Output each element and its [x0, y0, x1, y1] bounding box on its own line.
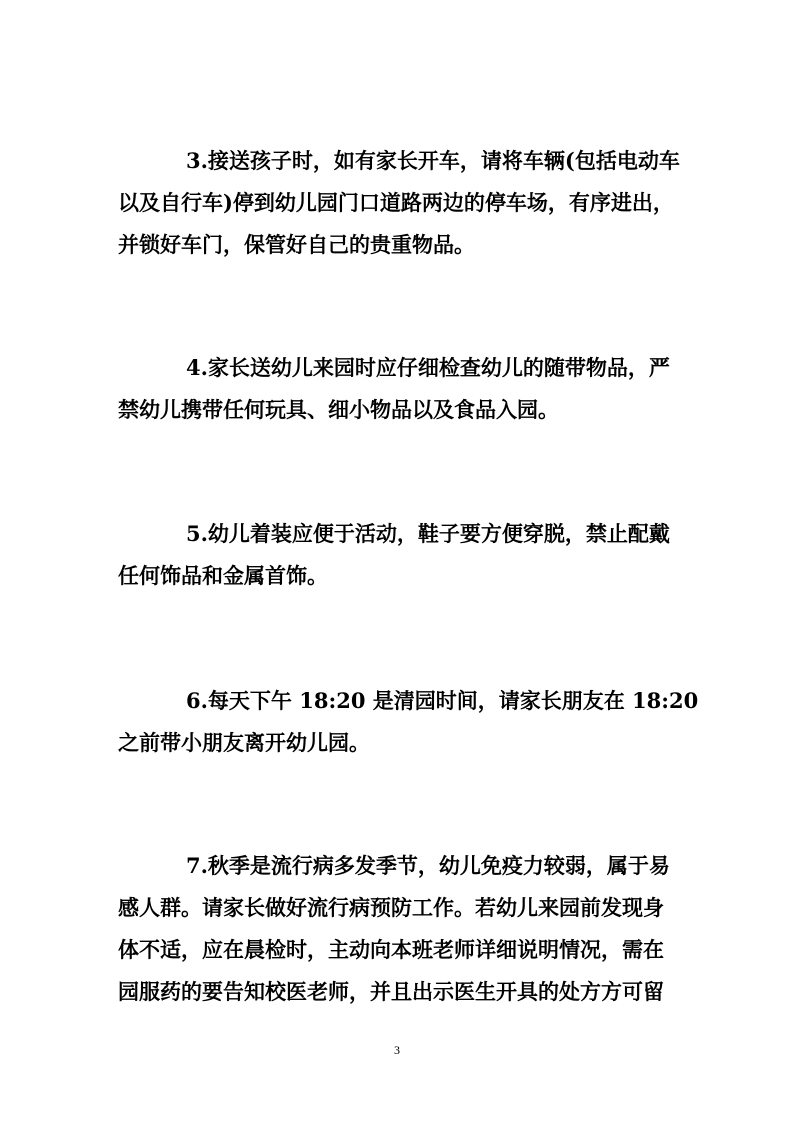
page-number: 3 [394, 1043, 400, 1057]
paragraph-item-5 [118, 513, 678, 597]
paragraph-line: 感人群。请家长做好流行病预防工作。若幼儿来园前发现身 [118, 895, 664, 920]
paragraph-item-3 [118, 140, 678, 266]
paragraph-item-6 [118, 680, 699, 764]
paragraph-line: 体不适，应在晨检时，主动向本班老师详细说明情况，需在 [118, 937, 664, 962]
paragraph-line: 以及自行车)停到幼儿园门口道路两边的停车场，有序进出， [118, 190, 674, 215]
paragraph-line: 禁幼儿携带任何玩具、细小物品以及食品入园。 [118, 397, 559, 422]
paragraph-item-4 [118, 347, 678, 431]
paragraph-line: 5.幼儿着装应便于活动，鞋子要方便穿脱，禁止配戴 [186, 521, 670, 546]
paragraph-line: 6.每天下午 18:20 是清园时间，请家长朋友在 18:20 [186, 688, 699, 713]
paragraph-line: 园服药的要告知校医老师，并且出示医生开具的处方方可留 [118, 979, 664, 1004]
paragraph-line: 7.秋季是流行病多发季节，幼儿免疫力较弱，属于易 [186, 853, 670, 878]
paragraph-line: 4.家长送幼儿来园时应仔细检查幼儿的随带物品，严 [186, 355, 670, 380]
paragraph-item-7 [118, 845, 678, 1013]
paragraph-line: 之前带小朋友离开幼儿园。 [118, 730, 370, 755]
paragraph-line: 3.接送孩子时，如有家长开车，请将车辆(包括电动车 [186, 148, 680, 173]
paragraph-line: 任何饰品和金属首饰。 [118, 563, 328, 588]
paragraph-line: 并锁好车门，保管好自己的贵重物品。 [118, 232, 475, 257]
